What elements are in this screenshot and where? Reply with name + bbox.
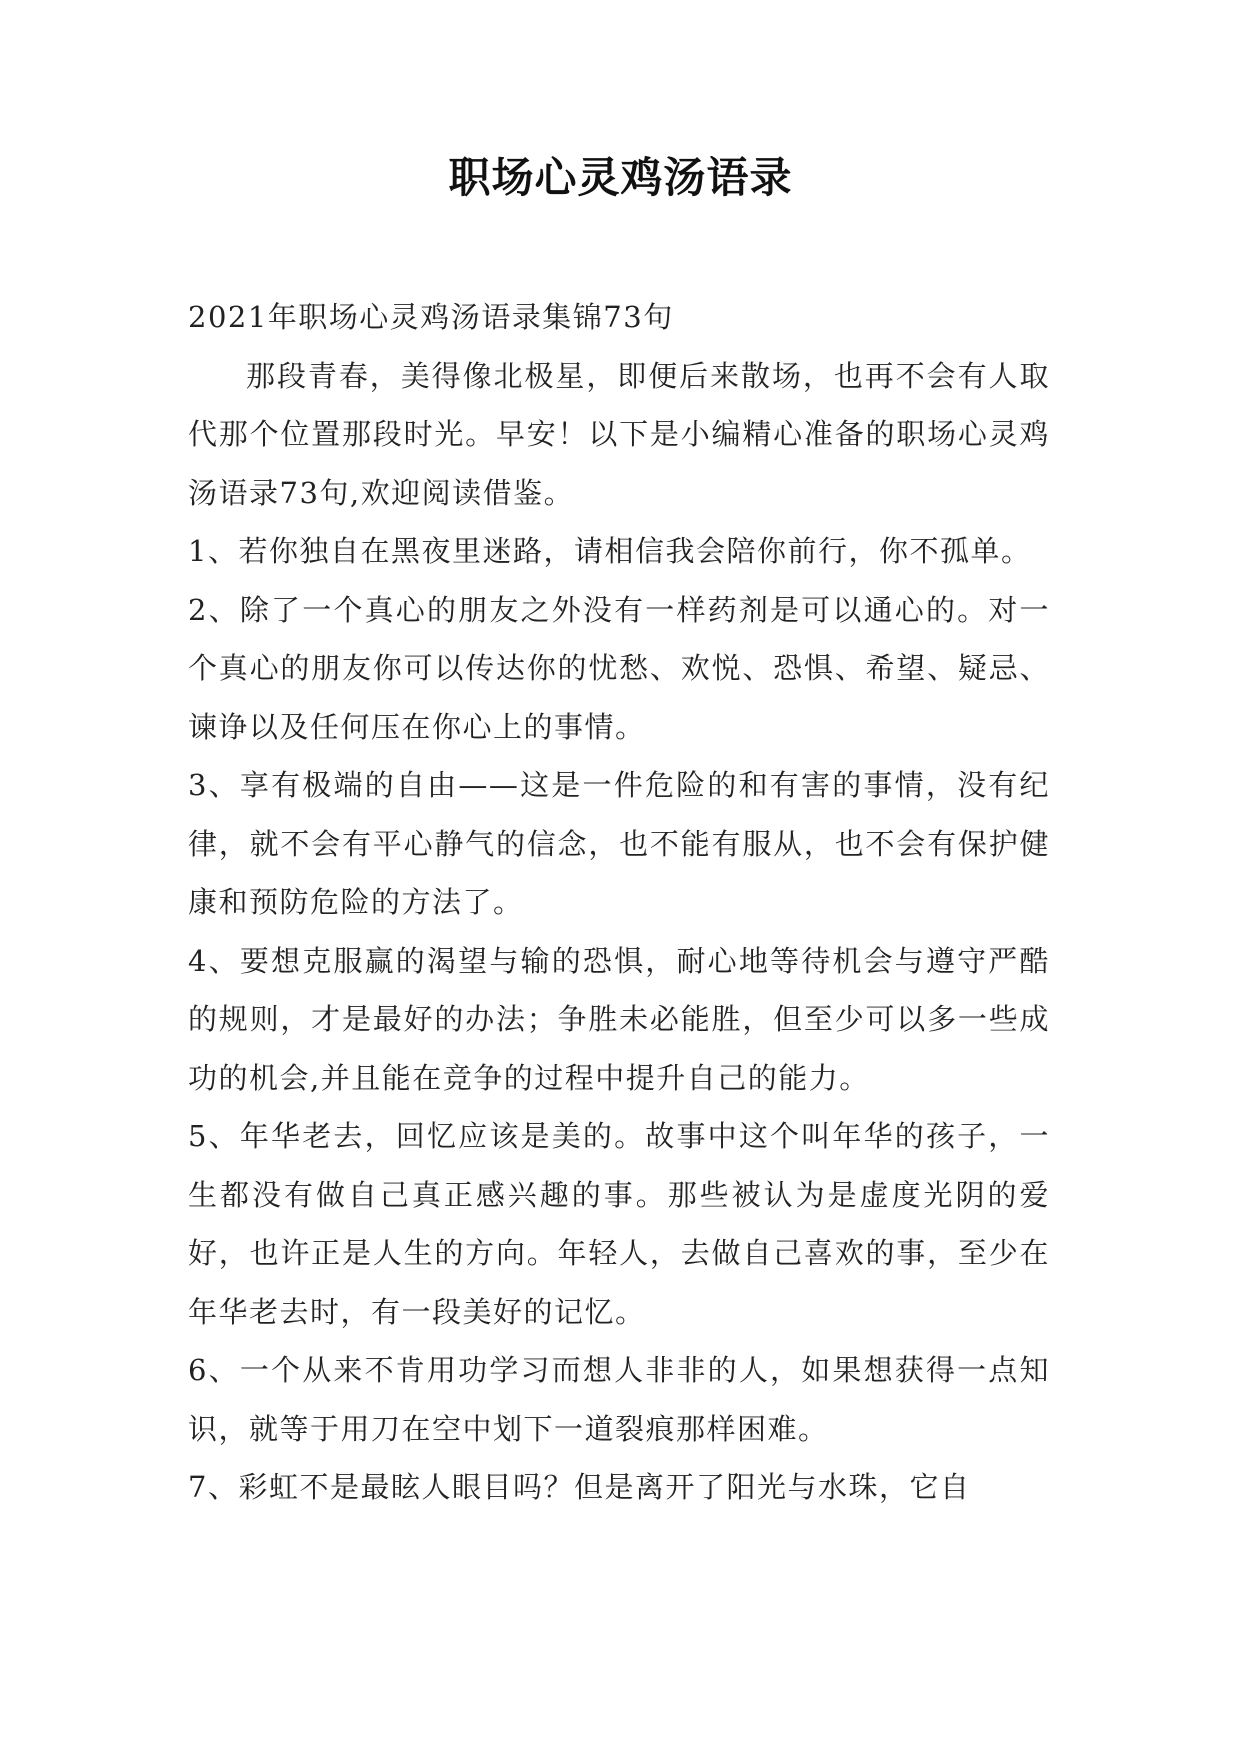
quote-item-5: 5、年华老去，回忆应该是美的。故事中这个叫年华的孩子，一生都没有做自己真正感兴趣的事。那些被认为是虚度光阴的爱好，也许正是人生的方向。年轻人，去做自己喜欢的事，至少在年华老去时，有一段美好的记忆。 xyxy=(188,1119,1050,1329)
quote-item-6: 6、一个从来不肯用功学习而想人非非的人，如果想获得一点知识，就等于用刀在空中划下一道裂痕那样困难。 xyxy=(188,1353,1050,1446)
quote-item-3: 3、享有极端的自由——这是一件危险的和有害的事情，没有纪律，就不会有平心静气的信念，也不能有服从，也不会有保护健康和预防危险的方法了。 xyxy=(188,768,1050,919)
document-title: 职场心灵鸡汤语录 xyxy=(448,153,793,202)
quote-item-7: 7、彩虹不是最眩人眼目吗？但是离开了阳光与水珠，它自 xyxy=(188,1470,971,1504)
quote-item-2: 2、除了一个真心的朋友之外没有一样药剂是可以通心的。对一个真心的朋友你可以传达你的忧愁、欢悦、恐惧、希望、疑忌、谏诤以及任何压在你心上的事情。 xyxy=(188,592,1050,744)
document-body xyxy=(188,288,1050,1517)
quote-item-1: 1、若你独自在黑夜里迷路，请相信我会陪你前行，你不孤单。 xyxy=(188,534,1032,568)
document-subtitle: 2021年职场心灵鸡汤语录集锦73句 xyxy=(188,300,674,334)
intro-paragraph: 那段青春，美得像北极星，即便后来散场，也再不会有人取代那个位置那段时光。早安！以下是小编精心准备的职场心灵鸡汤语录73句,欢迎阅读借鉴。 xyxy=(188,358,1050,510)
quote-item-4: 4、要想克服赢的渴望与输的恐惧，耐心地等待机会与遵守严酷的规则，才是最好的办法；争胜未必能胜，但至少可以多一些成功的机会,并且能在竞争的过程中提升自己的能力。 xyxy=(188,943,1050,1095)
